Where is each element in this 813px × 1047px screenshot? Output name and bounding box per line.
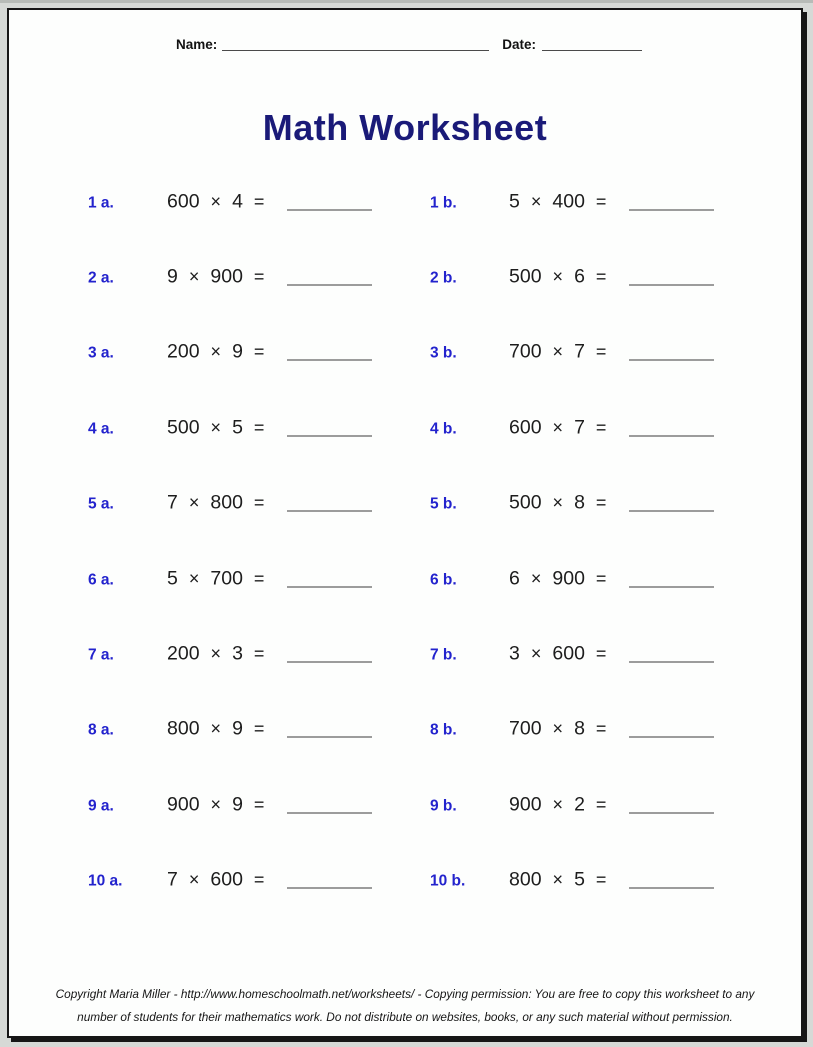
equals-sign: =: [595, 191, 607, 212]
problem-label: 3 b.: [430, 344, 457, 362]
equals-sign: =: [253, 191, 265, 212]
problem-label: 10 b.: [430, 872, 466, 890]
factor-2: 700: [210, 567, 243, 590]
factor-2: 8: [574, 491, 585, 514]
equals-sign: =: [595, 568, 607, 589]
problem-2a: [88, 266, 372, 289]
multiply-sign: ×: [530, 191, 542, 212]
problem-3a: [88, 341, 372, 364]
problem-10b: [430, 869, 714, 892]
answer-blank: [287, 356, 372, 361]
equals-sign: =: [253, 794, 265, 815]
problem-label: 4 b.: [430, 420, 457, 438]
problem-7a: [88, 643, 372, 666]
problem-row-7: [9, 616, 801, 691]
equals-sign: =: [253, 869, 265, 890]
problem-label: 6 b.: [430, 571, 457, 589]
factor-2: 7: [574, 416, 585, 439]
equals-sign: =: [595, 492, 607, 513]
name-label: Name:: [176, 37, 218, 52]
problem-row-1: [9, 164, 801, 239]
factor-1: 5: [167, 567, 178, 590]
factor-1: 900: [167, 793, 200, 816]
problem-8b: [430, 718, 714, 741]
factor-1: 600: [167, 190, 200, 213]
problem-4b: [430, 416, 714, 439]
problem-6a: [88, 567, 372, 590]
equals-sign: =: [595, 794, 607, 815]
factor-1: 800: [509, 868, 542, 891]
problem-label: 7 b.: [430, 646, 457, 664]
problem-row-2: [9, 239, 801, 314]
factor-2: 8: [574, 717, 585, 740]
multiply-sign: ×: [210, 643, 222, 664]
multiply-sign: ×: [530, 643, 542, 664]
problem-label: 2 a.: [88, 269, 114, 287]
problem-9b: [430, 793, 714, 816]
name-blank-line: [222, 45, 489, 51]
problem-9a: [88, 793, 372, 816]
problem-label: 1 a.: [88, 194, 114, 212]
copyright-line-1: Copyright Maria Miller - http://www.homeschoolmath.net/worksheets/ - Copying permission: You are free to copy this worksheet to any: [55, 987, 755, 1001]
answer-blank: [629, 431, 714, 436]
factor-1: 200: [167, 642, 200, 665]
factor-2: 900: [210, 265, 243, 288]
equals-sign: =: [595, 643, 607, 664]
answer-blank: [287, 431, 372, 436]
problem-label: 6 a.: [88, 571, 114, 589]
equals-sign: =: [253, 266, 265, 287]
page-title: Math Worksheet: [262, 107, 548, 148]
problem-label: 2 b.: [430, 269, 457, 287]
factor-2: 5: [574, 868, 585, 891]
problem-label: 5 b.: [430, 495, 457, 513]
problem-3b: [430, 341, 714, 364]
answer-blank: [287, 281, 372, 286]
multiply-sign: ×: [188, 266, 200, 287]
equals-sign: =: [253, 718, 265, 739]
multiply-sign: ×: [552, 869, 564, 890]
problem-label: 9 b.: [430, 797, 457, 815]
copyright-line-2: number of students for their mathematics work. Do not distribute on websites, books, or any such material without permission.: [77, 1010, 733, 1024]
equals-sign: =: [595, 266, 607, 287]
problem-label: 8 b.: [430, 721, 457, 739]
factor-2: 600: [552, 642, 585, 665]
factor-2: 6: [574, 265, 585, 288]
problem-7b: [430, 643, 714, 666]
problem-5b: [430, 492, 714, 515]
factor-1: 7: [167, 868, 178, 891]
problem-label: 7 a.: [88, 646, 114, 664]
equals-sign: =: [595, 341, 607, 362]
factor-2: 9: [232, 340, 243, 363]
factor-2: 4: [232, 190, 243, 213]
multiply-sign: ×: [210, 794, 222, 815]
factor-2: 900: [552, 567, 585, 590]
multiply-sign: ×: [552, 417, 564, 438]
multiply-sign: ×: [210, 191, 222, 212]
factor-2: 600: [210, 868, 243, 891]
answer-blank: [629, 507, 714, 512]
factor-1: 6: [509, 567, 520, 590]
multiply-sign: ×: [188, 869, 200, 890]
answer-blank: [287, 884, 372, 889]
answer-blank: [629, 356, 714, 361]
answer-blank: [287, 205, 372, 210]
multiply-sign: ×: [210, 718, 222, 739]
answer-blank: [287, 733, 372, 738]
multiply-sign: ×: [552, 266, 564, 287]
equals-sign: =: [595, 417, 607, 438]
copyright-footer: [9, 983, 801, 1029]
problem-5a: [88, 492, 372, 515]
answer-blank: [629, 808, 714, 813]
problem-row-4: [9, 390, 801, 465]
answer-blank: [629, 733, 714, 738]
problem-label: 9 a.: [88, 797, 114, 815]
factor-1: 600: [509, 416, 542, 439]
factor-1: 5: [509, 190, 520, 213]
equals-sign: =: [253, 643, 265, 664]
multiply-sign: ×: [188, 492, 200, 513]
answer-blank: [629, 884, 714, 889]
factor-1: 700: [509, 340, 542, 363]
factor-2: 3: [232, 642, 243, 665]
problem-2b: [430, 266, 714, 289]
multiply-sign: ×: [530, 568, 542, 589]
window-top-edge: [0, 0, 813, 3]
problem-row-3: [9, 315, 801, 390]
answer-blank: [629, 205, 714, 210]
answer-blank: [629, 582, 714, 587]
problem-1a: [88, 190, 372, 213]
equals-sign: =: [253, 492, 265, 513]
answer-blank: [287, 658, 372, 663]
worksheet-page: [7, 8, 803, 1038]
multiply-sign: ×: [188, 568, 200, 589]
factor-1: 800: [167, 717, 200, 740]
answer-blank: [629, 281, 714, 286]
problems-grid: [9, 164, 801, 918]
multiply-sign: ×: [210, 417, 222, 438]
problem-label: 10 a.: [88, 872, 123, 890]
multiply-sign: ×: [552, 794, 564, 815]
factor-1: 500: [509, 491, 542, 514]
problem-row-9: [9, 767, 801, 842]
answer-blank: [287, 507, 372, 512]
equals-sign: =: [253, 341, 265, 362]
factor-1: 500: [167, 416, 200, 439]
answer-blank: [287, 582, 372, 587]
factor-1: 200: [167, 340, 200, 363]
multiply-sign: ×: [552, 718, 564, 739]
equals-sign: =: [595, 869, 607, 890]
date-blank-line: [542, 45, 642, 51]
factor-2: 5: [232, 416, 243, 439]
problem-row-10: [9, 843, 801, 918]
factor-1: 9: [167, 265, 178, 288]
answer-blank: [629, 658, 714, 663]
factor-1: 500: [509, 265, 542, 288]
problem-row-8: [9, 692, 801, 767]
factor-1: 7: [167, 491, 178, 514]
factor-2: 9: [232, 793, 243, 816]
problem-label: 5 a.: [88, 495, 114, 513]
factor-2: 400: [552, 190, 585, 213]
factor-2: 2: [574, 793, 585, 816]
problem-1b: [430, 190, 714, 213]
name-date-row: [176, 37, 642, 52]
problem-10a: [88, 869, 372, 892]
equals-sign: =: [595, 718, 607, 739]
problem-label: 4 a.: [88, 420, 114, 438]
equals-sign: =: [253, 568, 265, 589]
problem-8a: [88, 718, 372, 741]
equals-sign: =: [253, 417, 265, 438]
factor-1: 3: [509, 642, 520, 665]
factor-2: 800: [210, 491, 243, 514]
date-label: Date:: [502, 37, 537, 52]
multiply-sign: ×: [552, 341, 564, 362]
problem-row-5: [9, 466, 801, 541]
multiply-sign: ×: [210, 341, 222, 362]
factor-2: 9: [232, 717, 243, 740]
problem-4a: [88, 416, 372, 439]
problem-row-6: [9, 541, 801, 616]
factor-1: 900: [509, 793, 542, 816]
problem-6b: [430, 567, 714, 590]
factor-1: 700: [509, 717, 542, 740]
problem-label: 8 a.: [88, 721, 114, 739]
factor-2: 7: [574, 340, 585, 363]
answer-blank: [287, 808, 372, 813]
problem-label: 3 a.: [88, 344, 114, 362]
problem-label: 1 b.: [430, 194, 457, 212]
multiply-sign: ×: [552, 492, 564, 513]
